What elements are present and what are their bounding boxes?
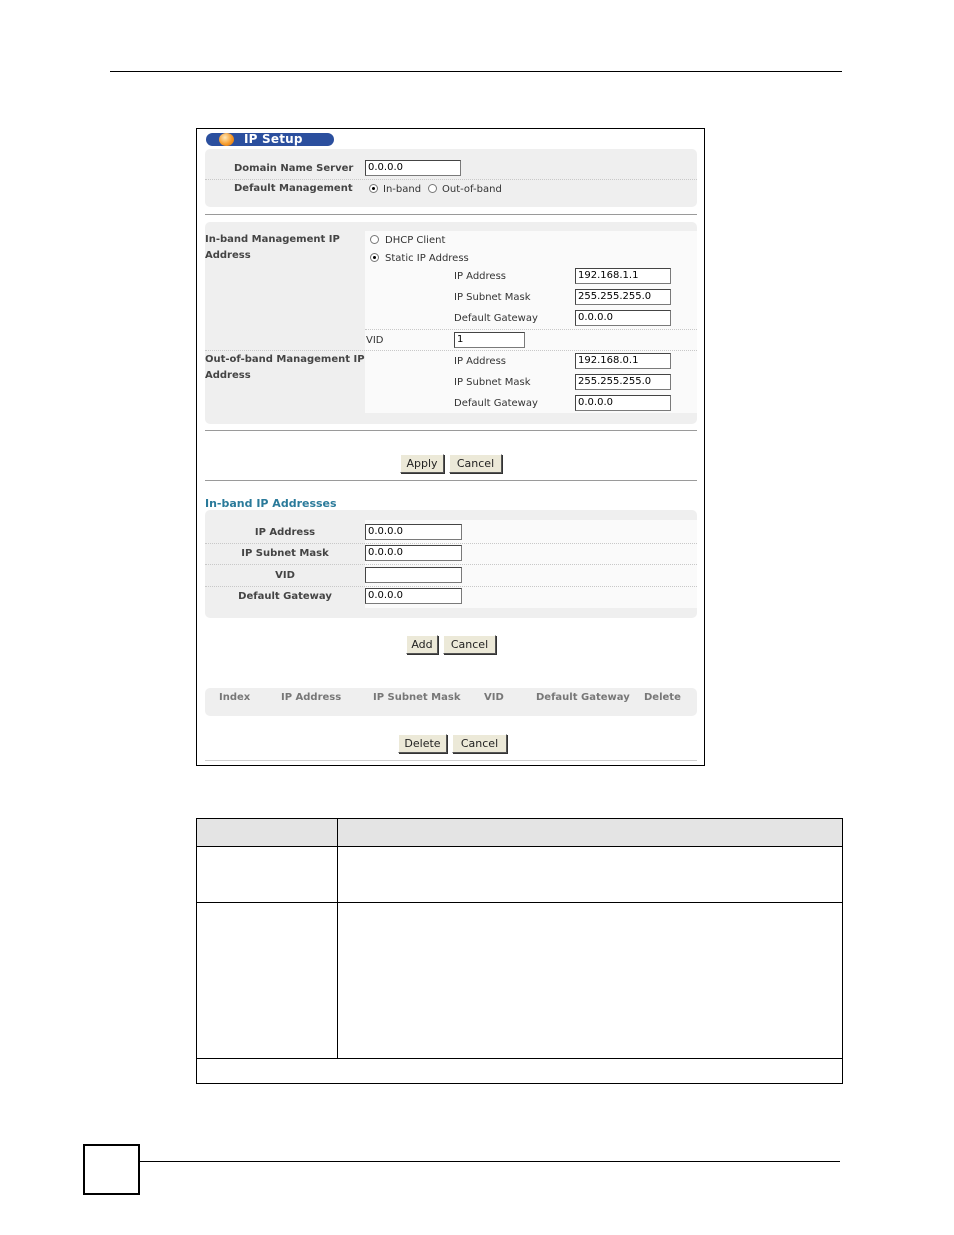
col-default-gateway: Default Gateway [536, 692, 630, 703]
section-separator [205, 430, 697, 431]
table-line [196, 846, 843, 847]
outofband-gw-label: Default Gateway [454, 398, 538, 409]
outofband-mgmt-label: Out-of-band Management IP [205, 354, 365, 365]
inband-mask-label: IP Subnet Mask [454, 292, 531, 303]
section-separator [205, 760, 697, 761]
general-settings-box [205, 149, 697, 207]
title-orb-icon [219, 133, 234, 146]
outofband-gw-input[interactable]: 0.0.0.0 [575, 395, 671, 411]
addr-gw-input[interactable]: 0.0.0.0 [365, 588, 462, 604]
addr-ip-label: IP Address [254, 527, 316, 538]
section-separator [205, 214, 697, 215]
vid-label: VID [366, 335, 384, 346]
row-divider [205, 543, 697, 544]
row-divider [205, 179, 697, 180]
addr-ip-input[interactable]: 0.0.0.0 [365, 524, 462, 540]
table-line [337, 818, 338, 1058]
col-subnet-mask: IP Subnet Mask [373, 692, 461, 703]
col-vid: VID [484, 692, 504, 703]
row-divider [205, 586, 697, 587]
default-mgmt-label: Default Management [234, 183, 353, 194]
description-table [196, 818, 843, 1084]
inband-gw-label: Default Gateway [454, 313, 538, 324]
delete-button[interactable]: Delete [398, 734, 447, 753]
vid-input[interactable]: 1 [454, 332, 525, 348]
cancel-add-button[interactable]: Cancel [443, 635, 496, 654]
addr-vid-label: VID [275, 570, 295, 581]
addr-vid-input[interactable] [365, 567, 462, 583]
outofband-mask-label: IP Subnet Mask [454, 377, 531, 388]
page-footer-rule [140, 1161, 840, 1162]
addr-gw-label: Default Gateway [238, 591, 332, 602]
outofband-mask-input[interactable]: 255.255.255.0 [575, 374, 671, 390]
inband-addresses-heading: In-band IP Addresses [205, 497, 337, 510]
col-delete: Delete [644, 692, 681, 703]
apply-button[interactable]: Apply [400, 454, 444, 473]
inband-mgmt-label-2: Address [205, 250, 251, 261]
table-line [196, 902, 843, 903]
col-index: Index [219, 692, 251, 703]
description-table-header [197, 819, 842, 846]
add-button[interactable]: Add [406, 635, 438, 654]
table-line [196, 1058, 843, 1059]
cancel-button[interactable]: Cancel [449, 454, 502, 473]
page-number-box [83, 1144, 140, 1195]
inband-gw-input[interactable]: 0.0.0.0 [575, 310, 671, 326]
row-divider [205, 350, 697, 351]
inband-ip-label: IP Address [454, 271, 506, 282]
outofband-radio[interactable] [428, 184, 437, 193]
addr-mask-input[interactable]: 0.0.0.0 [365, 545, 462, 561]
inband-mgmt-label: In-band Management IP [205, 234, 340, 245]
addr-mask-label: IP Subnet Mask [241, 548, 329, 559]
dhcp-client-label: DHCP Client [385, 235, 446, 246]
row-divider [365, 329, 697, 330]
dns-input[interactable]: 0.0.0.0 [365, 160, 461, 176]
static-ip-label: Static IP Address [385, 253, 469, 264]
col-ip-address: IP Address [281, 692, 342, 703]
inband-radio-label: In-band [383, 184, 422, 195]
page-header-rule [110, 71, 842, 72]
dns-label: Domain Name Server [234, 163, 354, 174]
inband-radio[interactable] [369, 184, 378, 193]
outofband-ip-label: IP Address [454, 356, 506, 367]
static-ip-radio[interactable] [370, 253, 379, 262]
cancel-delete-button[interactable]: Cancel [452, 734, 507, 753]
row-divider [205, 564, 697, 565]
outofband-radio-label: Out-of-band [442, 184, 502, 195]
inband-ip-input[interactable]: 192.168.1.1 [575, 268, 671, 284]
outofband-ip-input[interactable]: 192.168.0.1 [575, 353, 671, 369]
inband-mask-input[interactable]: 255.255.255.0 [575, 289, 671, 305]
outofband-mgmt-label-2: Address [205, 370, 251, 381]
dhcp-client-radio[interactable] [370, 235, 379, 244]
page-title: IP Setup [244, 132, 303, 146]
section-separator [205, 480, 697, 481]
